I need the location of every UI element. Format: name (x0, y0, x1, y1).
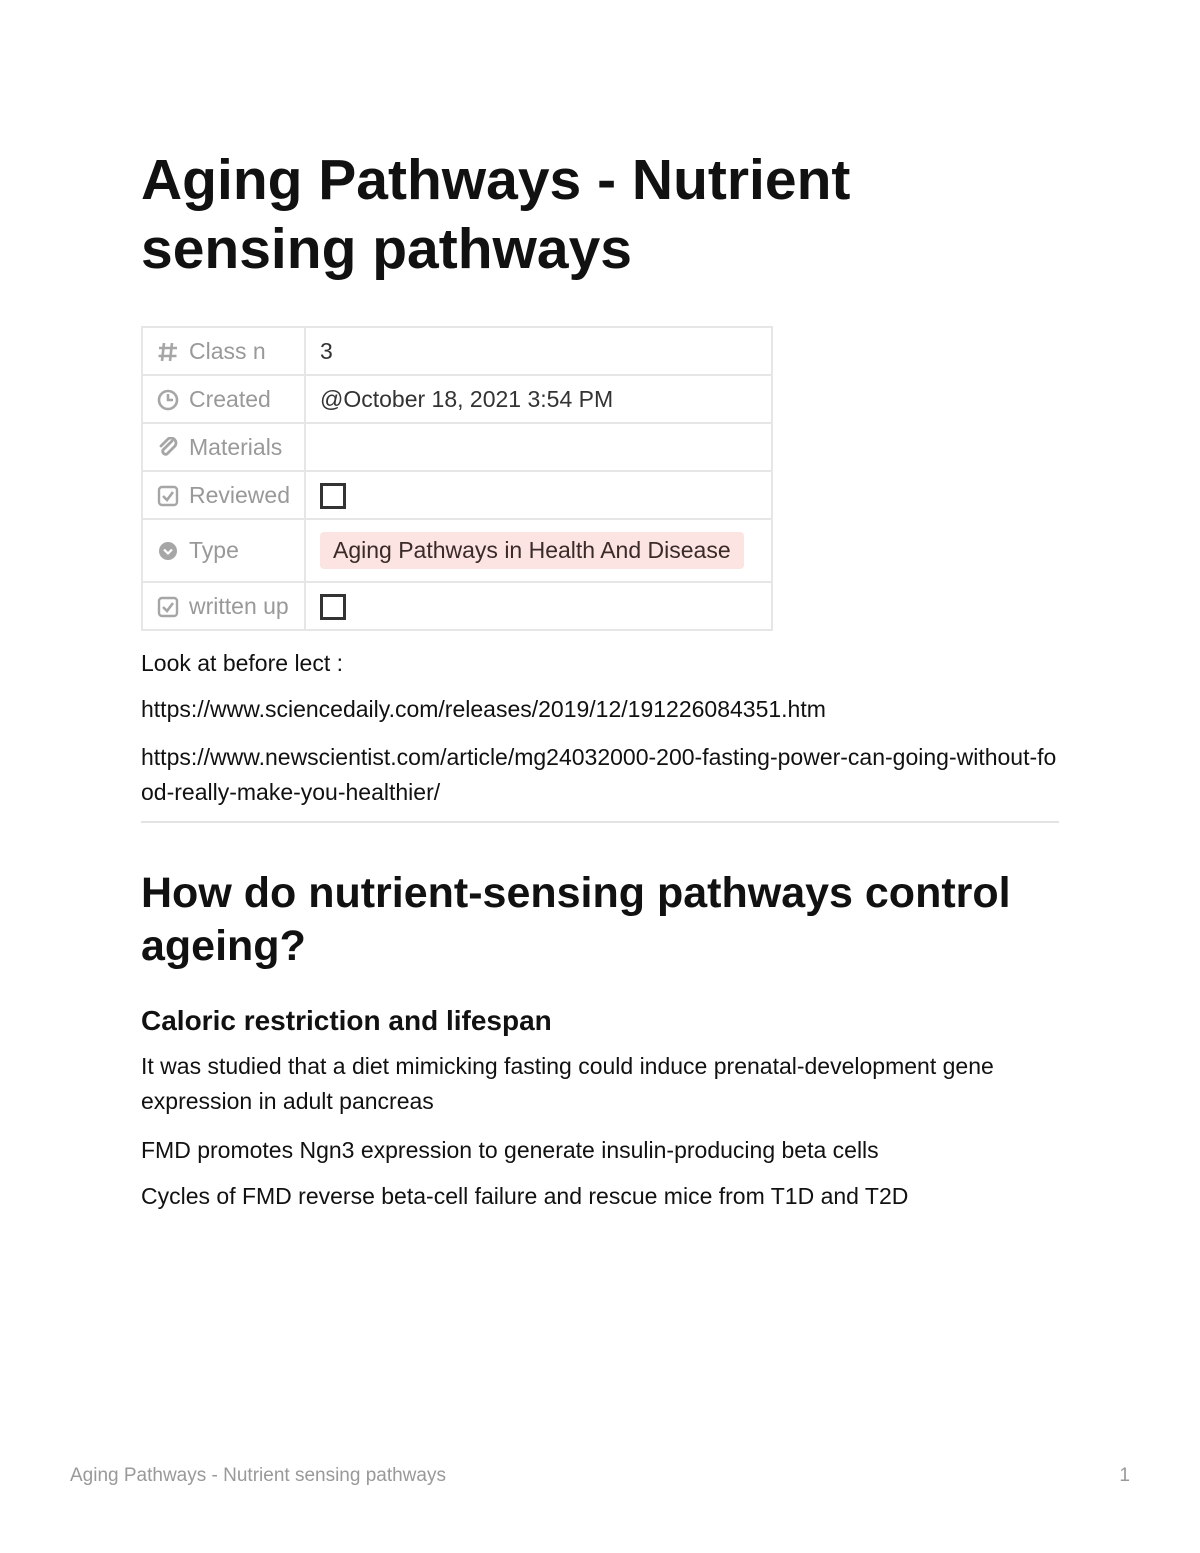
written-up-checkbox[interactable] (320, 594, 346, 620)
property-row-created (142, 375, 772, 423)
property-key-label: written up (189, 592, 289, 619)
checkbox-icon (157, 485, 179, 507)
checkbox-icon (157, 596, 179, 618)
page-title: Aging Pathways - Nutrient sensing pathways (141, 148, 851, 281)
property-key (142, 582, 305, 630)
intro-text: Look at before lect : (141, 650, 344, 676)
body-paragraph: FMD promotes Ngn3 expression to generate insulin-producing beta cells (141, 1137, 879, 1163)
property-key-label: Class n (189, 337, 266, 364)
divider (141, 821, 1059, 823)
newscientist-link[interactable]: https://www.newscientist.com/article/mg24032000-200-fasting-power-can-going-without-food-really-make-you-healthier/ (141, 744, 1057, 805)
type-tag[interactable]: Aging Pathways in Health And Disease (320, 532, 744, 569)
link-paragraph (141, 692, 1061, 727)
select-icon (157, 540, 179, 562)
section-subheading: Caloric restriction and lifespan (141, 1005, 552, 1036)
section-heading: How do nutrient-sensing pathways control ageing? (141, 869, 1011, 970)
property-value[interactable]: 3 (305, 327, 772, 375)
property-row-class-n (142, 327, 772, 375)
property-value (305, 519, 772, 582)
footer-title: Aging Pathways - Nutrient sensing pathways (70, 1465, 446, 1486)
clock-icon (157, 389, 179, 411)
property-key-label: Type (189, 537, 239, 563)
property-key-label: Materials (189, 433, 283, 460)
property-row-materials (142, 423, 772, 471)
reviewed-checkbox[interactable] (320, 483, 346, 509)
property-key-label: Created (189, 385, 271, 412)
created-date-value[interactable]: @October 18, 2021 3:54 PM (305, 375, 772, 423)
link-paragraph (141, 740, 1061, 810)
properties-table (141, 326, 773, 631)
property-key (142, 375, 305, 423)
property-row-reviewed (142, 471, 772, 519)
property-key (142, 519, 305, 582)
property-key-label: Reviewed (189, 481, 290, 508)
property-key (142, 423, 305, 471)
page-number: 1 (1119, 1465, 1130, 1486)
hash-icon (157, 341, 179, 363)
property-value (305, 582, 772, 630)
property-row-written-up (142, 582, 772, 630)
materials-value[interactable] (305, 423, 772, 471)
body-paragraph: It was studied that a diet mimicking fasting could induce prenatal-development gene expression in adult pancreas (141, 1053, 994, 1114)
body-paragraph: Cycles of FMD reverse beta-cell failure and rescue mice from T1D and T2D (141, 1183, 909, 1209)
property-key (142, 471, 305, 519)
sciencedaily-link[interactable]: https://www.sciencedaily.com/releases/2019/12/191226084351.htm (141, 696, 826, 722)
property-value (305, 471, 772, 519)
property-key (142, 327, 305, 375)
paperclip-icon (157, 437, 179, 459)
property-row-type (142, 519, 772, 582)
